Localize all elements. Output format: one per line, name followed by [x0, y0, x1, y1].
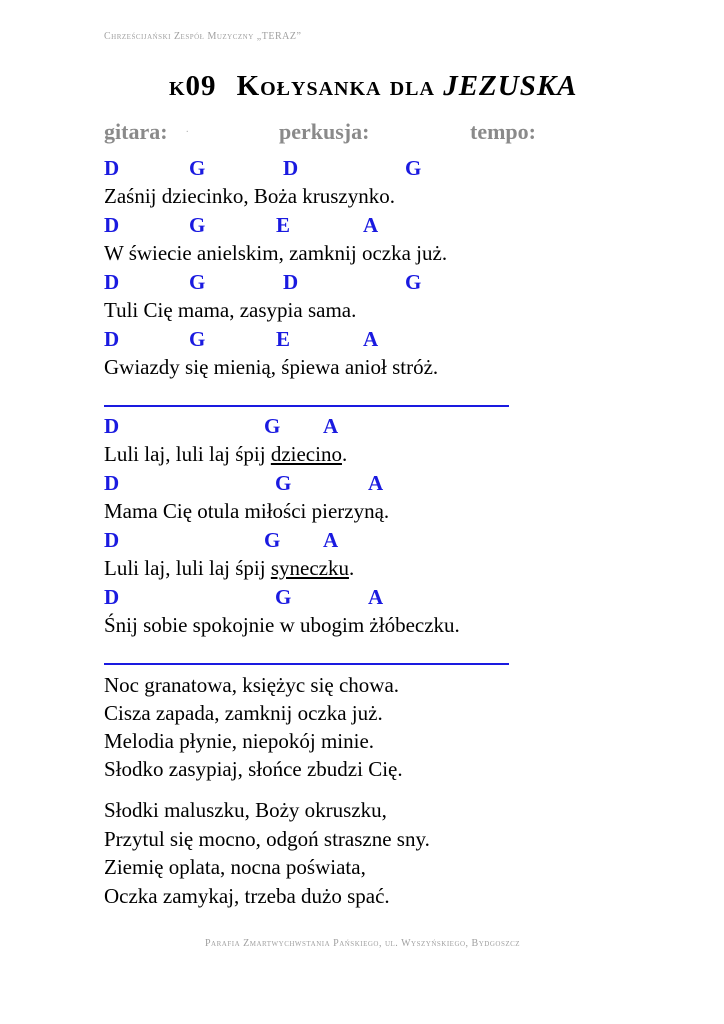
title-italic: JEZUSKA [443, 70, 578, 102]
lyric-part: Luli laj, luli laj śpij [104, 442, 271, 466]
chord: G [275, 585, 292, 609]
lyric-line: Tuli Cię mama, zasypia sama. [104, 298, 357, 322]
chord: D [283, 270, 299, 294]
chord: D [104, 327, 120, 351]
chord: G [264, 414, 281, 438]
chord: D [104, 156, 120, 180]
lyric-line: Mama Cię otula miłości pierzyną. [104, 499, 390, 523]
separator-line [104, 405, 509, 407]
lyric-line [104, 442, 347, 467]
chord: G [189, 327, 206, 351]
lyric-line: Słodko zasypiaj, słońce zbudzi Cię. [104, 757, 403, 781]
guitar-label: gitara: [104, 119, 168, 144]
page-header: Chrześcijański Zespół Muzyczny „TERAZ” [104, 31, 302, 42]
chord: G [189, 213, 206, 237]
chord-line-2 [0, 213, 724, 239]
lyric-underlined: syneczku [270, 556, 349, 580]
chord: D [283, 156, 299, 180]
lyric-line: Ziemię oplata, nocna poświata, [104, 855, 366, 879]
lyric-underlined: dziecino [270, 442, 342, 466]
chord-line-1 [0, 156, 724, 182]
chord: A [323, 414, 339, 438]
chord: D [104, 471, 120, 495]
lyric-line: Gwiazdy się mienią, śpiewa anioł stróż. [104, 355, 439, 379]
guitar-mark: . [186, 124, 189, 135]
chord: D [104, 414, 120, 438]
chord-line-4 [0, 327, 724, 353]
chord: G [405, 156, 422, 180]
chord: G [189, 156, 206, 180]
chord: A [363, 213, 379, 237]
chord: A [368, 471, 384, 495]
chord: D [104, 213, 120, 237]
lyric-line: Oczka zamykaj, trzeba dużo spać. [104, 884, 390, 908]
lyric-line: Zaśnij dziecinko, Boża kruszynko. [104, 184, 396, 208]
lyric-line: Słodki maluszku, Boży okruszku, [104, 798, 387, 822]
chord-line-7 [0, 528, 724, 554]
chord: D [104, 270, 120, 294]
chord: G [275, 471, 292, 495]
tempo-label: tempo: [470, 119, 536, 144]
chord: A [323, 528, 339, 552]
chord-line-6 [0, 471, 724, 497]
page-footer: Parafia Zmartwychwstania Pańskiego, ul. Wyszyńskiego, Bydgoszcz [205, 938, 521, 949]
percussion-label: perkusja: [279, 119, 370, 144]
lyric-line [104, 556, 354, 581]
lyric-line: Melodia płynie, niepokój minie. [104, 729, 375, 753]
chord: D [104, 528, 120, 552]
chord: G [189, 270, 206, 294]
chord: G [405, 270, 422, 294]
chord: G [264, 528, 281, 552]
lyric-line: Cisza zapada, zamknij oczka już. [104, 701, 383, 725]
chord: E [276, 327, 291, 351]
lyric-line: Śnij sobie spokojnie w ubogim żłóbeczku. [104, 613, 460, 637]
lyric-line: Noc granatowa, księżyc się chowa. [104, 673, 400, 697]
song-title [169, 70, 578, 103]
lyric-line: W świecie anielskim, zamknij oczka już. [104, 241, 448, 265]
lyric-part: Luli laj, luli laj śpij [104, 556, 271, 580]
lyric-part: . [341, 442, 348, 466]
chord: D [104, 585, 120, 609]
chord: E [276, 213, 291, 237]
song-code: k09 [169, 70, 217, 102]
lyric-line: Przytul się mocno, odgoń straszne sny. [104, 827, 430, 851]
chord-line-3 [0, 270, 724, 296]
chord-line-5 [0, 414, 724, 440]
chord-line-8 [0, 585, 724, 611]
title-main: Kołysanka dla [236, 70, 435, 102]
chord: A [368, 585, 384, 609]
chord: A [363, 327, 379, 351]
lyric-part: . [348, 556, 355, 580]
separator-line [104, 663, 509, 665]
